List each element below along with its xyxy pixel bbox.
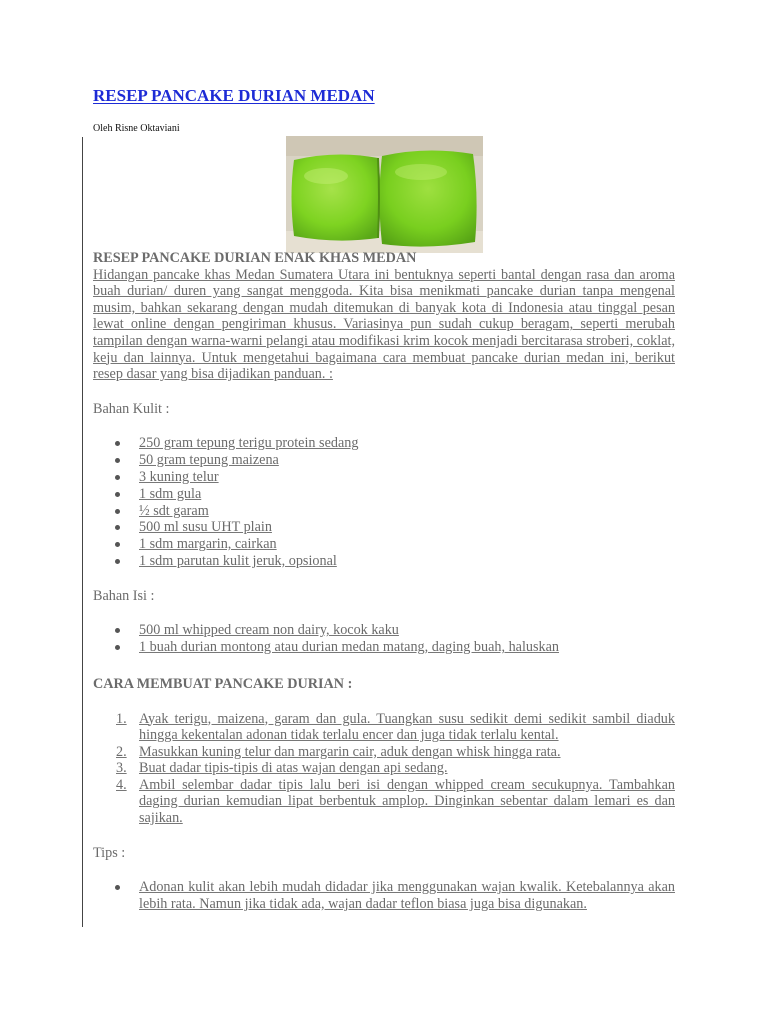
bahan-kulit-label: Bahan Kulit :	[93, 400, 170, 417]
list-item: 1 sdm margarin, cairkan	[93, 536, 675, 553]
bahan-isi-list	[93, 622, 675, 656]
bullet-icon	[115, 458, 120, 463]
step-item: 3. Buat dadar tipis-tipis di atas wajan dengan api sedang.	[116, 760, 448, 777]
list-item: 1 sdm gula	[93, 486, 675, 503]
bullet-icon	[115, 509, 120, 514]
bullet-icon	[115, 628, 120, 633]
bullet-icon	[115, 492, 120, 497]
list-item: 3 kuning telur	[93, 469, 675, 486]
author-byline: Oleh Risne Oktaviani	[93, 123, 180, 134]
step-item: 1. Ayak terigu, maizena, garam dan gula. Tuangkan susu sedikit demi sedikit sambil diaduk hingga kekentalan adonan tidak terlalu encer dan juga tidak terlalu kental.	[116, 710, 675, 744]
list-item: 1 sdm parutan kulit jeruk, opsional	[93, 553, 675, 570]
article-body	[93, 250, 675, 912]
bahan-kulit-list	[93, 435, 675, 569]
pancake-durian-photo	[286, 136, 483, 253]
bullet-icon	[115, 525, 120, 530]
bullet-icon	[115, 542, 120, 547]
list-item: 250 gram tepung terigu protein sedang	[93, 435, 675, 452]
bullet-icon	[115, 645, 120, 650]
margin-rule	[82, 137, 83, 927]
list-item: 50 gram tepung maizena	[93, 452, 675, 469]
bullet-icon	[115, 559, 120, 564]
list-item: 1 buah durian montong atau durian medan matang, daging buah, haluskan	[93, 639, 675, 656]
article-subtitle: RESEP PANCAKE DURIAN ENAK KHAS MEDAN	[93, 250, 417, 266]
tips-list	[93, 879, 675, 912]
step-item: 2. Masukkan kuning telur dan margarin cair, aduk dengan whisk hingga rata.	[116, 743, 561, 760]
cara-membuat-title: CARA MEMBUAT PANCAKE DURIAN :	[93, 675, 353, 692]
tips-label: Tips :	[93, 844, 126, 861]
list-item: Adonan kulit akan lebih mudah didadar jika menggunakan wajan kwalik. Ketebalannya akan lebih rata. Namun jika tidak ada, wajan dadar teflon biasa juga bisa digunakan.	[93, 879, 675, 912]
bullet-icon	[115, 441, 120, 446]
page-title[interactable]: RESEP PANCAKE DURIAN MEDAN	[93, 86, 375, 105]
list-item: 500 ml susu UHT plain	[93, 519, 675, 536]
list-item: ½ sdt garam	[93, 503, 675, 520]
article-intro: Hidangan pancake khas Medan Sumatera Utara ini bentuknya seperti bantal dengan rasa dan aroma buah durian/ duren yang sangat menggoda. Kita bisa menikmati pancake durian tanpa mengenal musim, bahkan sekarang dengan mudah ditemukan di banyak kota di Indonesia atau tinggal pesan lewat online dengan pengiriman khusus. Variasinya pun sudah cukup beragam, seperti merubah tampilan dengan warna-warni pelangi atau modifikasi krim kocok menjadi bercitarasa stroberi, coklat, keju dan lainnya. Untuk mengetahui bagaimana cara membuat pancake durian medan ini, berikut resep dasar yang bisa dijadikan panduan. :	[93, 266, 675, 383]
bahan-isi-label: Bahan Isi :	[93, 587, 155, 604]
bullet-icon	[115, 885, 120, 890]
list-item: 500 ml whipped cream non dairy, kocok kaku	[93, 622, 675, 639]
bullet-icon	[115, 475, 120, 480]
step-item: 4. Ambil selembar dadar tipis lalu beri isi dengan whipped cream secukupnya. Tambahkan daging durian kemudian lipat berbentuk amplop. Dinginkan sebentar dalam lemari es dan sajikan.	[116, 776, 675, 827]
steps-list	[93, 711, 675, 827]
